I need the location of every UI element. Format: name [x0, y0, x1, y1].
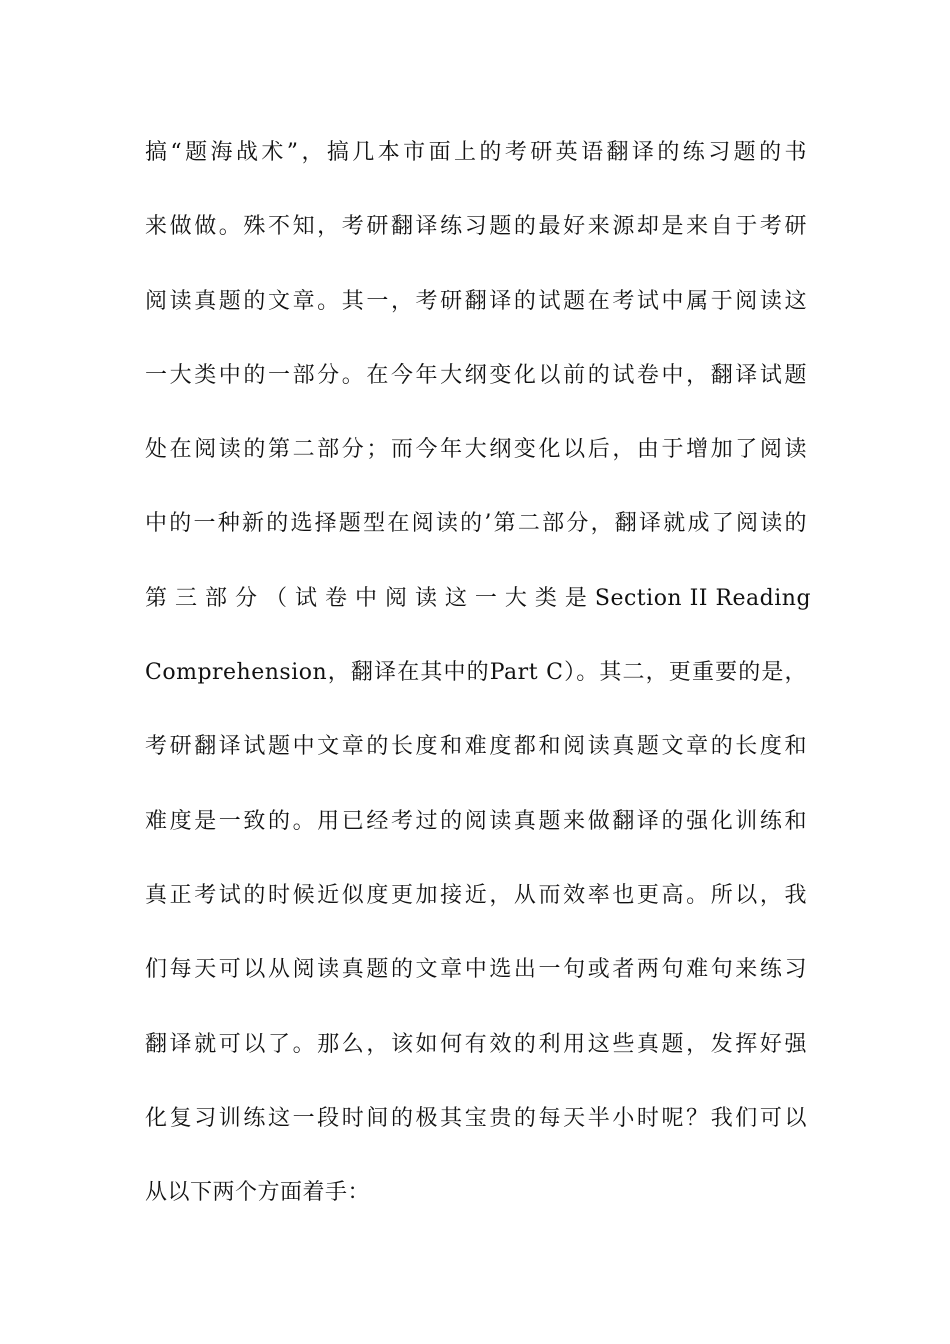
text-line: 们每天可以从阅读真题的文章中选出一句或者两句难句来练习: [145, 957, 807, 983]
text-line: 化复习训练这一段时间的极其宝贵的每天半小时呢？我们可以: [145, 1105, 807, 1131]
body-paragraph: [145, 131, 812, 1245]
text-line: 难度是一致的。用已经考过的阅读真题来做翻译的强化训练和: [145, 808, 807, 834]
text-line: 来做做。殊不知，考研翻译练习题的最好来源却是来自于考研: [145, 214, 807, 240]
text-line: 从以下两个方面着手：: [145, 1180, 371, 1206]
text-line: 真正考试的时候近似度更加接近，从而效率也更高。所以，我: [145, 882, 807, 908]
text-line: 一大类中的一部分。在今年大纲变化以前的试卷中，翻译试题: [145, 362, 807, 388]
text-line: 翻译就可以了。那么，该如何有效的利用这些真题，发挥好强: [145, 1031, 807, 1057]
text-line: Comprehension，翻译在其中的Part C）。其二，更重要的是，: [145, 660, 807, 686]
text-line: 阅读真题的文章。其一，考研翻译的试题在考试中属于阅读这: [145, 288, 807, 314]
text-line: 中的一种新的选择题型在阅读的’第二部分，翻译就成了阅读的: [145, 511, 807, 537]
text-line: 处在阅读的第二部分；而今年大纲变化以后，由于增加了阅读: [145, 437, 807, 463]
text-line: 第 三 部 分 （ 试 卷 中 阅 读 这 一 大 类 是 Section II Reading: [145, 585, 812, 611]
text-line: 考研翻译试题中文章的长度和难度都和阅读真题文章的长度和: [145, 734, 807, 760]
text-line: 搞“题海战术”，搞几本市面上的考研英语翻译的练习题的书: [145, 140, 807, 165]
